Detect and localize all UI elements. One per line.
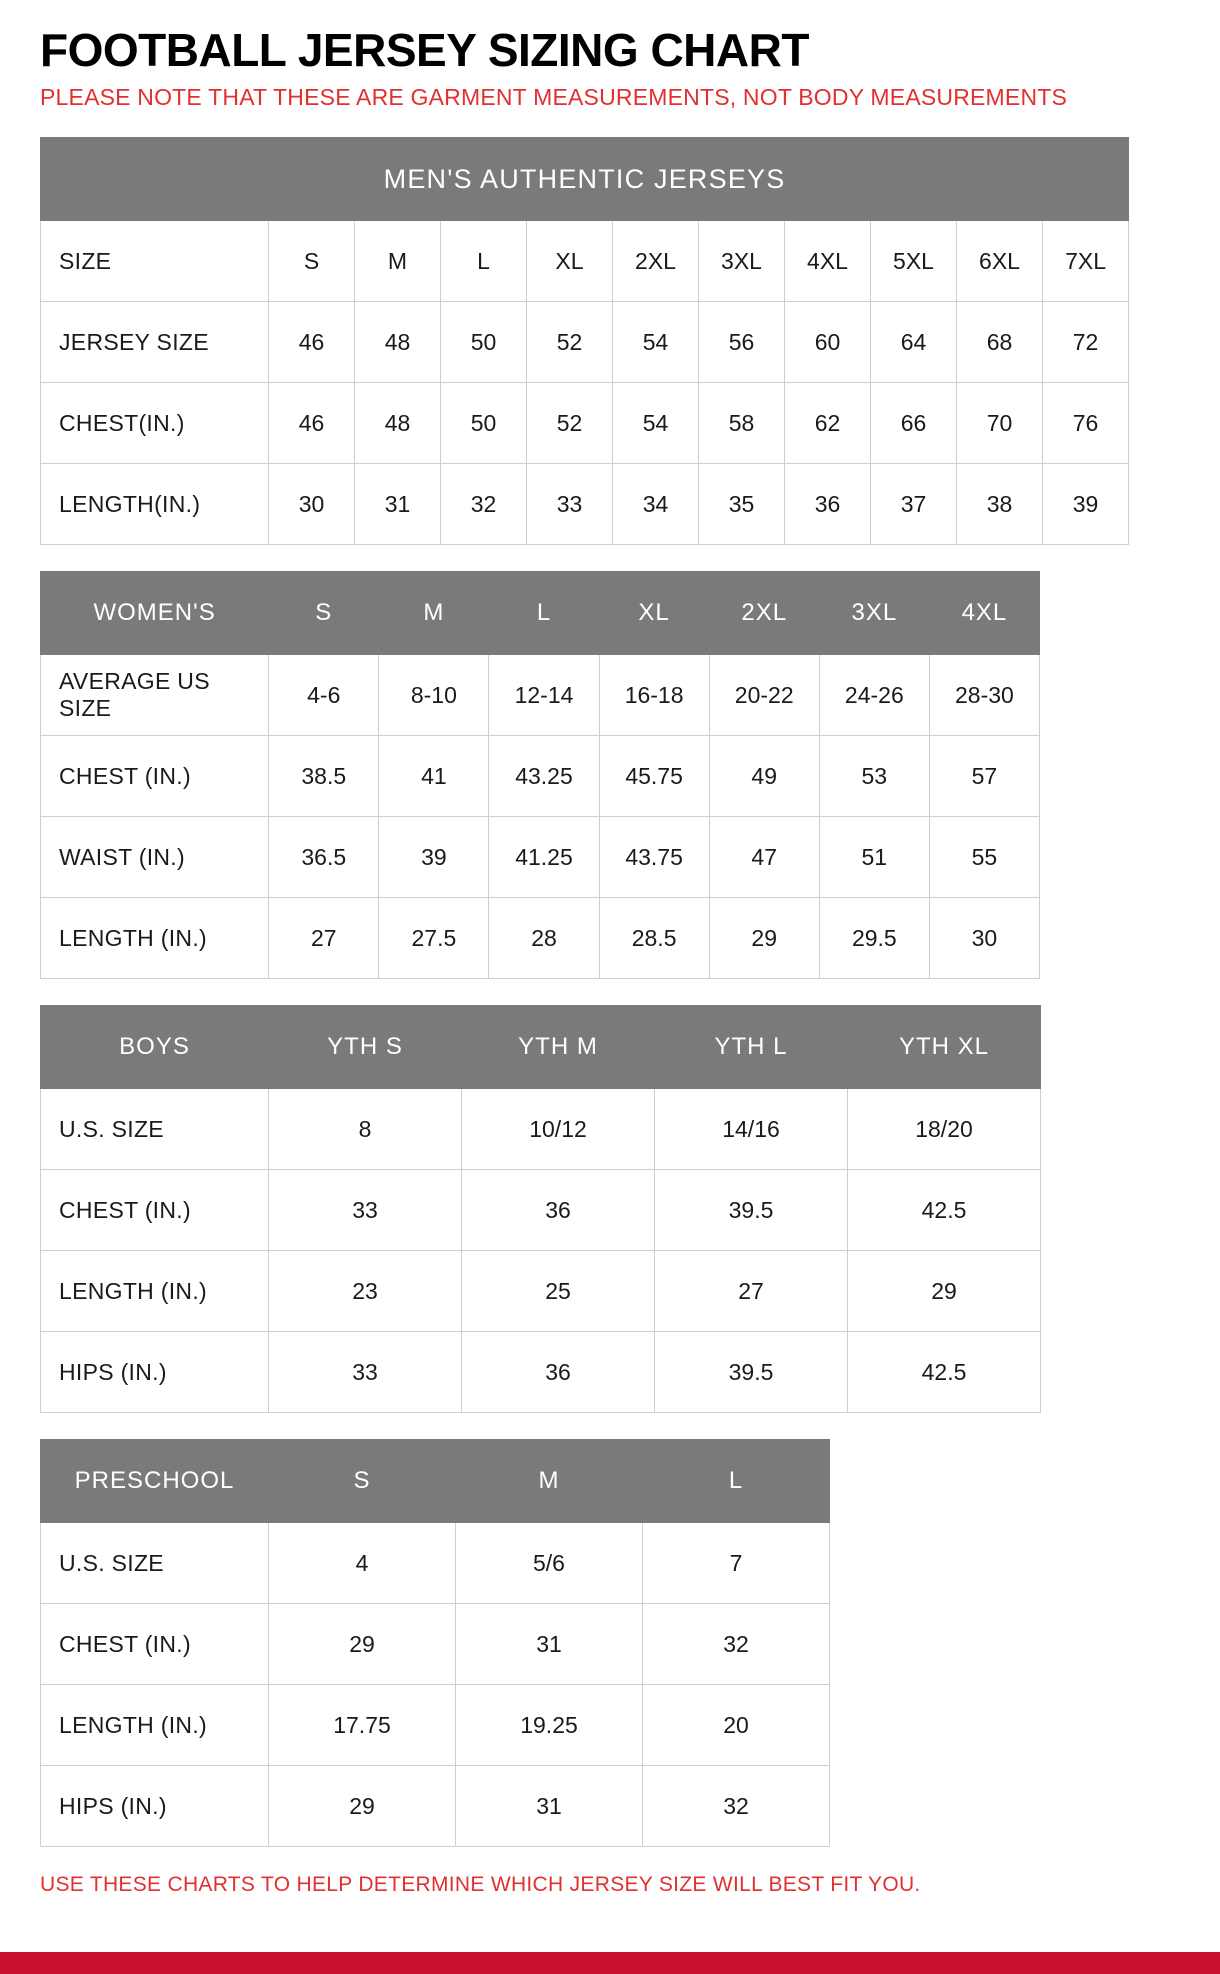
cell: 36 xyxy=(462,1170,655,1251)
cell: 31 xyxy=(456,1604,643,1685)
cell: 7XL xyxy=(1043,221,1129,302)
womens-size-header: 2XL xyxy=(709,572,819,655)
row-label: CHEST(IN.) xyxy=(41,383,269,464)
preschool-size-header: M xyxy=(456,1440,643,1523)
cell: 29.5 xyxy=(819,898,929,979)
cell: 39.5 xyxy=(655,1170,848,1251)
boys-size-header: YTH XL xyxy=(848,1006,1041,1089)
cell: 8 xyxy=(269,1089,462,1170)
cell: 70 xyxy=(957,383,1043,464)
cell: 36 xyxy=(462,1332,655,1413)
table-row xyxy=(41,464,1129,545)
cell: 20-22 xyxy=(709,655,819,736)
cell: 7 xyxy=(643,1523,830,1604)
womens-size-header: S xyxy=(269,572,379,655)
boys-size-header: YTH L xyxy=(655,1006,848,1089)
womens-table-heading-row xyxy=(41,572,1040,655)
cell: 49 xyxy=(709,736,819,817)
cell: 41.25 xyxy=(489,817,599,898)
row-label: HIPS (IN.) xyxy=(41,1332,269,1413)
cell: 50 xyxy=(441,383,527,464)
table-row xyxy=(41,655,1040,736)
cell: 39 xyxy=(1043,464,1129,545)
cell: 56 xyxy=(699,302,785,383)
cell: 14/16 xyxy=(655,1089,848,1170)
cell: 28 xyxy=(489,898,599,979)
cell: 27.5 xyxy=(379,898,489,979)
womens-size-table xyxy=(40,571,1040,979)
table-row xyxy=(41,1332,1041,1413)
cell: 33 xyxy=(269,1170,462,1251)
preschool-size-header: L xyxy=(643,1440,830,1523)
cell: 34 xyxy=(613,464,699,545)
table-row xyxy=(41,383,1129,464)
cell: 47 xyxy=(709,817,819,898)
boys-size-table xyxy=(40,1005,1041,1413)
cell: 60 xyxy=(785,302,871,383)
table-row xyxy=(41,302,1129,383)
cell: 30 xyxy=(269,464,355,545)
cell: 43.25 xyxy=(489,736,599,817)
cell: 48 xyxy=(355,383,441,464)
cell: 4 xyxy=(269,1523,456,1604)
bottom-accent-bar xyxy=(0,1952,1220,1974)
row-label: JERSEY SIZE xyxy=(41,302,269,383)
row-label: AVERAGE US SIZE xyxy=(41,655,269,736)
row-label: WAIST (IN.) xyxy=(41,817,269,898)
cell: 39.5 xyxy=(655,1332,848,1413)
cell: 31 xyxy=(456,1766,643,1847)
boys-size-header: YTH S xyxy=(269,1006,462,1089)
cell: 36.5 xyxy=(269,817,379,898)
cell: 33 xyxy=(527,464,613,545)
table-row xyxy=(41,1604,830,1685)
cell: 57 xyxy=(929,736,1039,817)
cell: 20 xyxy=(643,1685,830,1766)
cell: 18/20 xyxy=(848,1089,1041,1170)
page-title: FOOTBALL JERSEY SIZING CHART xyxy=(40,24,809,76)
row-label: CHEST (IN.) xyxy=(41,1170,269,1251)
boys-table-heading-row xyxy=(41,1006,1041,1089)
cell: 45.75 xyxy=(599,736,709,817)
cell: 46 xyxy=(269,383,355,464)
row-label: CHEST (IN.) xyxy=(41,1604,269,1685)
row-label: HIPS (IN.) xyxy=(41,1766,269,1847)
cell: 72 xyxy=(1043,302,1129,383)
cell: 35 xyxy=(699,464,785,545)
cell: 50 xyxy=(441,302,527,383)
cell: 39 xyxy=(379,817,489,898)
boys-size-header: YTH M xyxy=(462,1006,655,1089)
cell: 66 xyxy=(871,383,957,464)
row-label: CHEST (IN.) xyxy=(41,736,269,817)
cell: 31 xyxy=(355,464,441,545)
cell: 52 xyxy=(527,302,613,383)
cell: 8-10 xyxy=(379,655,489,736)
cell: 42.5 xyxy=(848,1170,1041,1251)
cell: M xyxy=(355,221,441,302)
boys-heading: BOYS xyxy=(41,1006,269,1089)
cell: 4-6 xyxy=(269,655,379,736)
cell: 24-26 xyxy=(819,655,929,736)
table-row xyxy=(41,1089,1041,1170)
cell: 58 xyxy=(699,383,785,464)
cell: 27 xyxy=(655,1251,848,1332)
preschool-table-heading-row xyxy=(41,1440,830,1523)
cell: 29 xyxy=(709,898,819,979)
preschool-size-table xyxy=(40,1439,830,1847)
cell: 32 xyxy=(643,1604,830,1685)
row-label: U.S. SIZE xyxy=(41,1523,269,1604)
cell: 29 xyxy=(848,1251,1041,1332)
cell: 62 xyxy=(785,383,871,464)
cell: 64 xyxy=(871,302,957,383)
cell: 19.25 xyxy=(456,1685,643,1766)
cell: 54 xyxy=(613,383,699,464)
cell: 51 xyxy=(819,817,929,898)
womens-size-header: L xyxy=(489,572,599,655)
row-label: SIZE xyxy=(41,221,269,302)
cell: 2XL xyxy=(613,221,699,302)
cell: 48 xyxy=(355,302,441,383)
table-row xyxy=(41,817,1040,898)
womens-size-header: 4XL xyxy=(929,572,1039,655)
table-row xyxy=(41,1251,1041,1332)
cell: 36 xyxy=(785,464,871,545)
womens-size-header: XL xyxy=(599,572,709,655)
cell: 53 xyxy=(819,736,929,817)
row-label: LENGTH(IN.) xyxy=(41,464,269,545)
cell: 10/12 xyxy=(462,1089,655,1170)
table-row xyxy=(41,898,1040,979)
cell: 46 xyxy=(269,302,355,383)
womens-heading: WOMEN'S xyxy=(41,572,269,655)
footer-note: USE THESE CHARTS TO HELP DETERMINE WHICH JERSEY SIZE WILL BEST FIT YOU. xyxy=(40,1873,921,1897)
table-row xyxy=(41,1523,830,1604)
cell: 12-14 xyxy=(489,655,599,736)
measurement-note: PLEASE NOTE THAT THESE ARE GARMENT MEASUREMENTS, NOT BODY MEASUREMENTS xyxy=(40,84,1068,111)
row-label: LENGTH (IN.) xyxy=(41,1685,269,1766)
cell: 32 xyxy=(441,464,527,545)
preschool-size-header: S xyxy=(269,1440,456,1523)
cell: 16-18 xyxy=(599,655,709,736)
table-row xyxy=(41,1766,830,1847)
cell: 68 xyxy=(957,302,1043,383)
cell: 38 xyxy=(957,464,1043,545)
cell: S xyxy=(269,221,355,302)
cell: 5/6 xyxy=(456,1523,643,1604)
cell: XL xyxy=(527,221,613,302)
cell: 28-30 xyxy=(929,655,1039,736)
mens-size-table xyxy=(40,137,1129,545)
cell: 32 xyxy=(643,1766,830,1847)
cell: 23 xyxy=(269,1251,462,1332)
cell: 17.75 xyxy=(269,1685,456,1766)
cell: 55 xyxy=(929,817,1039,898)
row-label: LENGTH (IN.) xyxy=(41,898,269,979)
cell: 76 xyxy=(1043,383,1129,464)
table-row xyxy=(41,1170,1041,1251)
cell: 37 xyxy=(871,464,957,545)
womens-size-header: 3XL xyxy=(819,572,929,655)
table-row xyxy=(41,736,1040,817)
mens-heading: MEN'S AUTHENTIC JERSEYS xyxy=(41,138,1129,221)
cell: 33 xyxy=(269,1332,462,1413)
cell: 38.5 xyxy=(269,736,379,817)
row-label: U.S. SIZE xyxy=(41,1089,269,1170)
table-row xyxy=(41,1685,830,1766)
cell: 42.5 xyxy=(848,1332,1041,1413)
cell: 52 xyxy=(527,383,613,464)
cell: 41 xyxy=(379,736,489,817)
cell: L xyxy=(441,221,527,302)
cell: 29 xyxy=(269,1766,456,1847)
cell: 25 xyxy=(462,1251,655,1332)
cell: 29 xyxy=(269,1604,456,1685)
cell: 30 xyxy=(929,898,1039,979)
womens-size-header: M xyxy=(379,572,489,655)
cell: 27 xyxy=(269,898,379,979)
cell: 54 xyxy=(613,302,699,383)
row-label: LENGTH (IN.) xyxy=(41,1251,269,1332)
cell: 43.75 xyxy=(599,817,709,898)
table-row xyxy=(41,221,1129,302)
cell: 5XL xyxy=(871,221,957,302)
mens-table-heading-row xyxy=(41,138,1129,221)
cell: 3XL xyxy=(699,221,785,302)
cell: 6XL xyxy=(957,221,1043,302)
cell: 28.5 xyxy=(599,898,709,979)
preschool-heading: PRESCHOOL xyxy=(41,1440,269,1523)
cell: 4XL xyxy=(785,221,871,302)
